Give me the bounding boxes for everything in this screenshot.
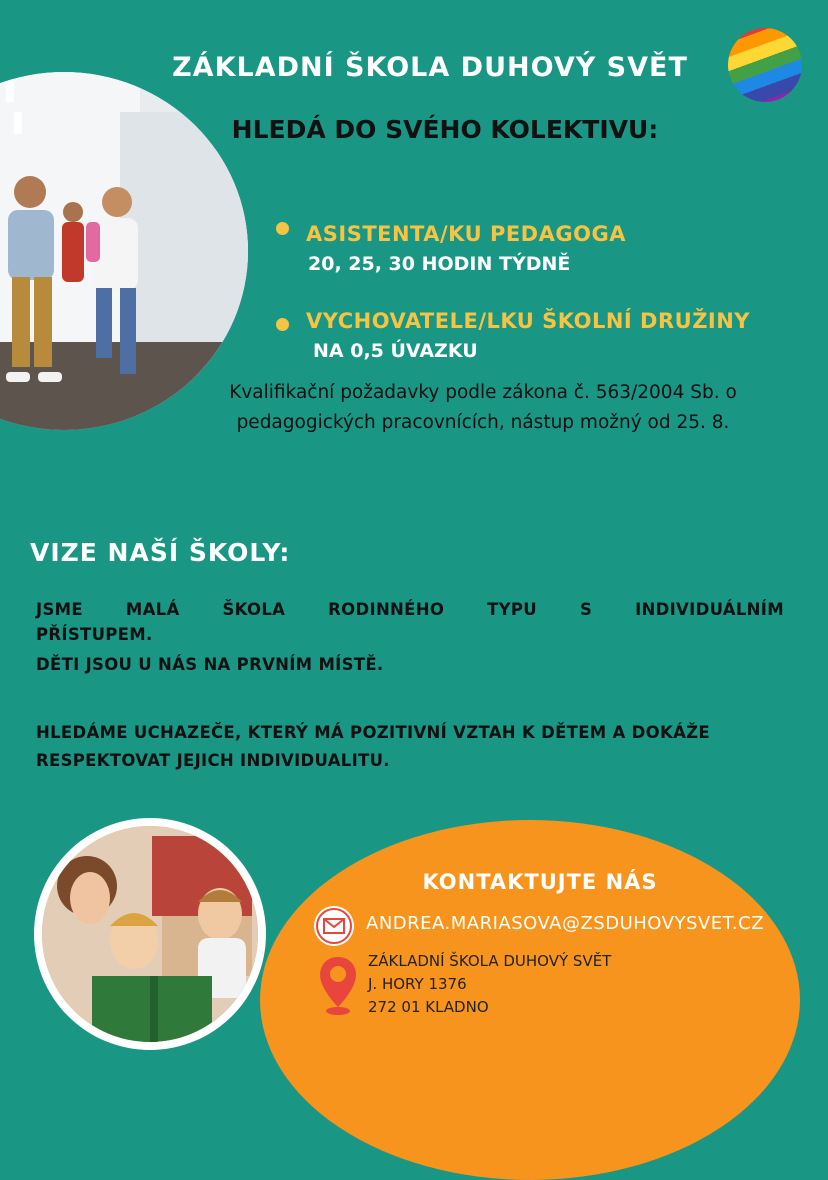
qualification-requirements: [178, 378, 788, 438]
hero-photo-children-running: [0, 72, 248, 430]
vision-line: PŘÍSTUPEM.: [36, 625, 153, 644]
contact-address: [368, 950, 611, 1019]
kids-reading-photo: [42, 826, 258, 1042]
position-detail: 20, 25, 30 HODIN TÝDNĚ: [308, 253, 571, 275]
contact-email-link[interactable]: ANDREA.MARIASOVA@ZSDUHOVYSVET.CZ: [366, 913, 765, 934]
position-title: ASISTENTA/KU PEDAGOGA: [306, 222, 626, 246]
bullet-dot-icon: [276, 318, 289, 331]
vision-line-justified: [36, 597, 784, 622]
requirements-line: pedagogických pracovnících, nástup možný od 25. 8.: [236, 412, 730, 433]
requirements-line: Kvalifikační požadavky podle zákona č. 563/2004 Sb. o: [229, 382, 737, 403]
envelope-icon: [314, 906, 354, 946]
vision-heading: VIZE NAŠÍ ŠKOLY:: [30, 538, 291, 567]
vision-word: RODINNÉHO: [328, 600, 445, 619]
vision-word: INDIVIDUÁLNÍM: [635, 600, 784, 619]
vision-word: ŠKOLA: [222, 600, 286, 619]
vision-line: RESPEKTOVAT JEJICH INDIVIDUALITU.: [36, 751, 390, 770]
address-line: ZÁKLADNÍ ŠKOLA DUHOVÝ SVĚT: [368, 952, 612, 970]
vision-word: S: [579, 600, 593, 619]
vision-word: MALÁ: [125, 600, 180, 619]
bullet-dot-icon: [276, 222, 289, 235]
rainbow-circle-logo: [728, 28, 802, 102]
address-line: J. HORY 1376: [368, 975, 467, 993]
vision-word: TYPU: [487, 600, 538, 619]
address-line: 272 01 KLADNO: [368, 998, 489, 1016]
vision-word: JSME: [36, 600, 83, 619]
hiring-subtitle: HLEDÁ DO SVÉHO KOLEKTIVU:: [231, 115, 659, 144]
vision-line: DĚTI JSOU U NÁS NA PRVNÍM MÍSTĚ.: [36, 655, 384, 674]
vision-line: HLEDÁME UCHAZEČE, KTERÝ MÁ POZITIVNÍ VZTAH K DĚTEM A DOKÁŽE: [36, 723, 710, 742]
position-title: VYCHOVATELE/LKU ŠKOLNÍ DRUŽINY: [306, 309, 751, 333]
position-detail: NA 0,5 ÚVAZKU: [313, 340, 478, 362]
contact-heading: KONTAKTUJTE NÁS: [422, 870, 658, 894]
location-pin-icon: [318, 955, 358, 1017]
school-name-title: ZÁKLADNÍ ŠKOLA DUHOVÝ SVĚT: [172, 52, 688, 83]
